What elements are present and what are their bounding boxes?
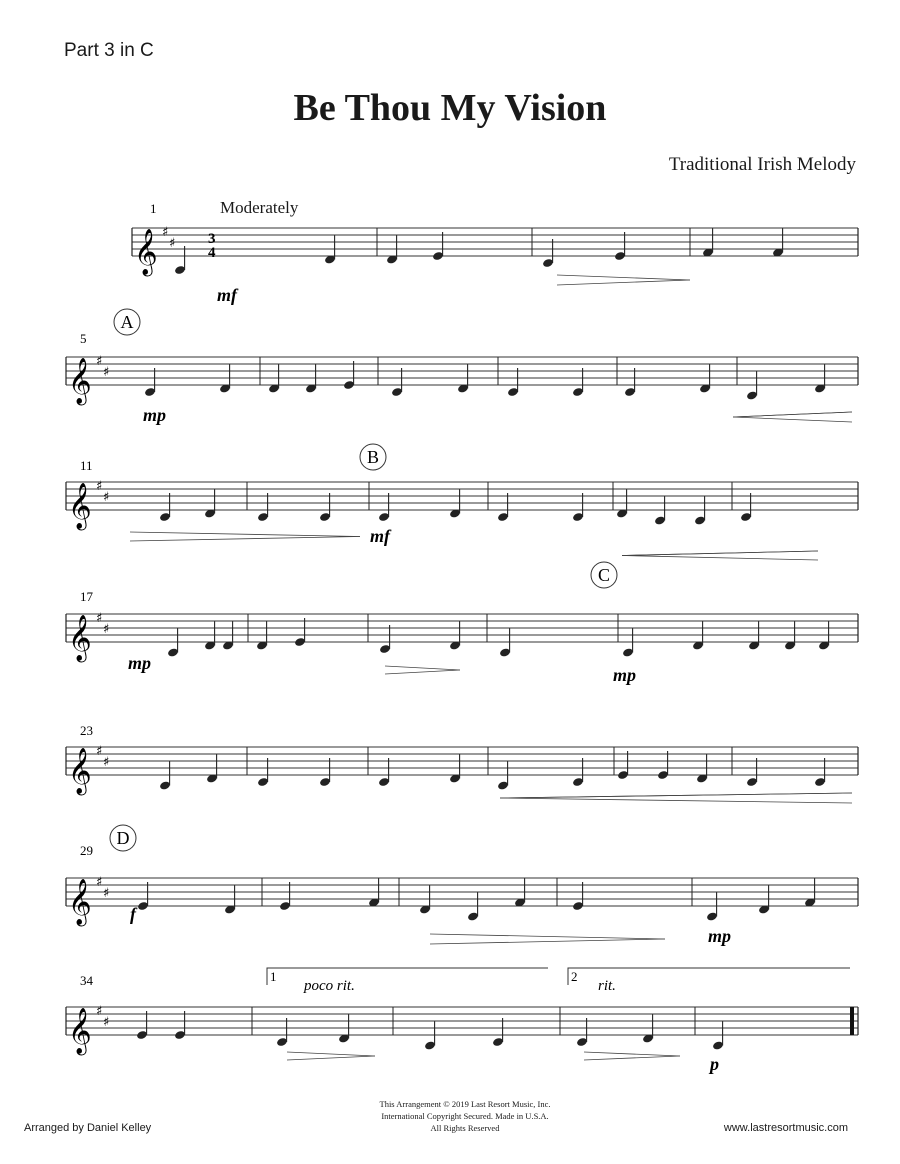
- sharp-icon: ♯: [103, 622, 110, 637]
- dynamic-marking: f: [130, 904, 136, 924]
- tempo-change: rit.: [598, 978, 616, 994]
- crescendo-hairpin: [500, 798, 852, 803]
- copyright-line: International Copyright Secured. Made in U.S.A.: [381, 1111, 549, 1121]
- copyright-notice: [320, 1098, 610, 1134]
- sharp-icon: ♯: [103, 755, 110, 770]
- diminuendo-hairpin: [557, 275, 690, 280]
- staff-system: [66, 747, 858, 791]
- copyright-line: This Arrangement © 2019 Last Resort Music, Inc.: [379, 1099, 551, 1109]
- diminuendo-hairpin: [130, 532, 360, 537]
- sharp-icon: ♯: [96, 354, 103, 369]
- treble-clef-icon: 𝄞: [68, 358, 92, 404]
- treble-clef-icon: 𝄞: [68, 748, 92, 794]
- measure-number: 17: [80, 589, 93, 604]
- sharp-icon: ♯: [103, 886, 110, 901]
- treble-clef-icon: 𝄞: [68, 615, 92, 661]
- composer-credit: Traditional Irish Melody: [668, 154, 856, 175]
- treble-clef-icon: 𝄞: [68, 483, 92, 529]
- crescendo-hairpin: [622, 556, 818, 561]
- ending-number: 2: [571, 969, 578, 984]
- treble-clef-icon: 𝄞: [68, 879, 92, 925]
- tempo-change: poco rit.: [304, 978, 355, 994]
- diminuendo-hairpin: [287, 1056, 375, 1060]
- diminuendo-hairpin: [287, 1052, 375, 1056]
- sharp-icon: ♯: [103, 365, 110, 380]
- staff-system: [132, 228, 858, 275]
- crescendo-hairpin: [733, 412, 852, 417]
- staff-system: [66, 357, 858, 401]
- diminuendo-hairpin: [130, 537, 360, 542]
- staff-system: [66, 482, 858, 526]
- dynamic-marking: p: [710, 1054, 719, 1074]
- diminuendo-hairpin: [430, 934, 665, 939]
- crescendo-hairpin: [500, 793, 852, 798]
- sharp-icon: ♯: [169, 236, 176, 251]
- measure-number: 34: [80, 973, 93, 988]
- page-title: Be Thou My Vision: [293, 87, 607, 129]
- sharp-icon: ♯: [96, 744, 103, 759]
- staff-system: [66, 878, 858, 922]
- part-label: Part 3 in C: [64, 40, 154, 61]
- time-signature-bottom: 4: [208, 245, 216, 261]
- dynamic-marking: mp: [128, 653, 152, 673]
- crescendo-hairpin: [733, 417, 852, 422]
- website-link[interactable]: www.lastresortmusic.com: [723, 1122, 848, 1134]
- diminuendo-hairpin: [430, 939, 665, 944]
- sharp-icon: ♯: [162, 225, 169, 240]
- crescendo-hairpin: [622, 551, 818, 556]
- sharp-icon: ♯: [96, 479, 103, 494]
- dynamic-marking: mf: [370, 526, 390, 546]
- arranger-credit: Arranged by Daniel Kelley: [24, 1122, 152, 1134]
- diminuendo-hairpin: [557, 280, 690, 285]
- treble-clef-icon: 𝄞: [134, 229, 158, 275]
- sharp-icon: ♯: [103, 1015, 110, 1030]
- rehearsal-mark: C: [597, 565, 611, 585]
- ending-number: 1: [270, 969, 277, 984]
- staff-system: [66, 614, 858, 658]
- diminuendo-hairpin: [385, 670, 460, 674]
- copyright-line: All Rights Reserved: [430, 1123, 500, 1133]
- sharp-icon: ♯: [96, 1004, 103, 1019]
- time-signature-top: 3: [208, 231, 216, 247]
- diminuendo-hairpin: [385, 666, 460, 670]
- rehearsal-mark: A: [120, 312, 134, 332]
- dynamic-marking: mp: [708, 926, 732, 946]
- dynamic-marking: mf: [217, 285, 237, 305]
- rehearsal-mark: B: [366, 447, 380, 467]
- measure-number: 29: [80, 843, 93, 858]
- measure-number: 5: [80, 331, 87, 346]
- sharp-icon: ♯: [103, 490, 110, 505]
- diminuendo-hairpin: [584, 1052, 680, 1056]
- measure-number: 23: [80, 723, 93, 738]
- sharp-icon: ♯: [96, 875, 103, 890]
- treble-clef-icon: 𝄞: [68, 1008, 92, 1054]
- sharp-icon: ♯: [96, 611, 103, 626]
- measure-number: 1: [150, 201, 157, 216]
- staff-system: [66, 1007, 858, 1051]
- tempo-marking: Moderately: [220, 198, 299, 217]
- rehearsal-mark: D: [116, 828, 130, 848]
- measure-number: 11: [80, 458, 93, 473]
- dynamic-marking: mp: [143, 405, 167, 425]
- dynamic-marking: mp: [613, 665, 637, 685]
- diminuendo-hairpin: [584, 1056, 680, 1060]
